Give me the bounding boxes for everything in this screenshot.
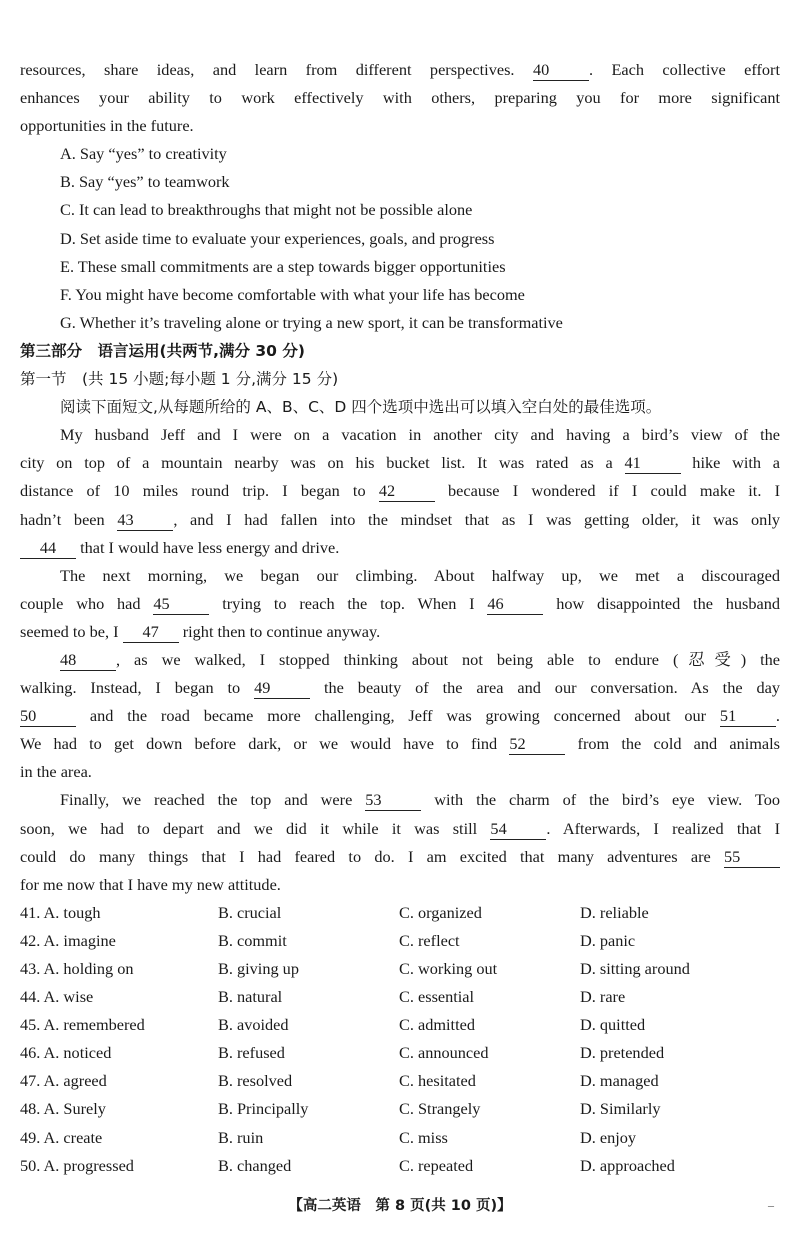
cloze-line (20, 562, 780, 590)
text: distance of 10 miles round trip. I began to (20, 481, 366, 501)
instruction: 阅读下面短文,从每题所给的 A、B、C、D 四个选项中选出可以填入空白处的最佳选项。 (60, 398, 662, 417)
option: D. panic (580, 930, 636, 950)
cloze-line (20, 702, 780, 730)
option: C. hesitated (399, 1071, 476, 1091)
option: D. approached (580, 1155, 675, 1175)
text: right then to continue anyway. (182, 621, 381, 641)
text: because I wondered if I could make it. I (448, 481, 781, 501)
option: 47. A. agreed (20, 1071, 107, 1091)
text: . (775, 706, 780, 726)
option: 44. A. wise (20, 987, 94, 1007)
option: D. enjoy (580, 1127, 637, 1147)
option: C. working out (399, 959, 498, 978)
blank-53: 53 (365, 790, 421, 811)
option: B. Principally (218, 1099, 309, 1119)
text: for me now that I have my new attitude. (20, 874, 281, 894)
cloze-line (20, 843, 780, 871)
cloze-line (20, 815, 780, 843)
passage-line (20, 56, 780, 84)
text: trying to reach the top. When I (222, 593, 475, 613)
text: from the cold and animals (577, 734, 780, 754)
option: C. reflect (399, 930, 460, 950)
cloze-line (20, 590, 780, 618)
text: could do many things that I had feared to do. I am excited that many adventures are (20, 846, 711, 866)
option: D. pretended (580, 1043, 665, 1063)
option: 43. A. holding on (20, 959, 134, 978)
blank-49: 49 (254, 678, 310, 699)
option: C. repeated (399, 1155, 474, 1175)
text: walking. Instead, I began to (20, 678, 241, 698)
option: B. changed (218, 1155, 292, 1175)
option: D. sitting around (580, 959, 690, 978)
text: Finally, we reached the top and were (60, 790, 353, 810)
text: how disappointed the husband (556, 593, 781, 613)
passage-line (20, 84, 780, 112)
options-table (20, 899, 780, 1180)
passage-line (20, 112, 780, 140)
blank-42: 42 (379, 481, 435, 502)
option: B. natural (218, 987, 283, 1007)
passage-continuation (20, 56, 780, 140)
cloze-line (20, 646, 780, 674)
text: , as we walked, I stopped thinking about not being able to endure (忍受) the (116, 649, 780, 669)
cloze-line (20, 534, 780, 562)
choice-item: G. Whether it’s traveling alone or trying a new sport, it can be transformative (60, 312, 563, 332)
blank-40: 40 (533, 60, 589, 81)
blank-54: 54 (490, 819, 546, 840)
option: B. refused (218, 1043, 285, 1063)
text: enhances your ability to work effectively with others, preparing you for more significant (20, 88, 780, 108)
cloze-line (20, 421, 780, 449)
option: B. commit (218, 930, 287, 950)
cloze-line (20, 871, 780, 899)
option: B. avoided (218, 1015, 289, 1035)
blank-52: 52 (509, 734, 565, 755)
text: hike with a (692, 453, 781, 473)
text: We had to get down before dark, or we would have to find (20, 734, 498, 754)
option: B. crucial (218, 902, 282, 922)
text: the beauty of the area and our conversation. As the day (324, 678, 780, 698)
text: soon, we had to depart and we did it while it was still (20, 818, 478, 838)
option: D. reliable (580, 902, 649, 922)
choice-item: B. Say “yes” to teamwork (60, 172, 230, 192)
cloze-passage (20, 421, 780, 899)
option: C. miss (399, 1127, 448, 1147)
cloze-line (20, 758, 780, 786)
blank-45: 45 (153, 594, 209, 615)
text: . Afterwards, I realized that I (546, 818, 780, 838)
option: 45. A. remembered (20, 1015, 145, 1035)
cloze-line (20, 449, 780, 477)
text: in the area. (20, 762, 92, 782)
option: C. organized (399, 902, 482, 922)
text: opportunities in the future. (20, 116, 194, 136)
blank-48: 48 (60, 650, 116, 671)
text: city on top of a mountain nearby was on his bucket list. It was rated as a (20, 453, 613, 473)
choice-item: E. These small commitments are a step towards bigger opportunities (60, 256, 506, 276)
choice-item: F. You might have become comfortable with what your life has become (60, 284, 525, 304)
blank-43: 43 (117, 510, 173, 531)
cloze-line (20, 674, 780, 702)
text: The next morning, we began our climbing. About halfway up, we met a discouraged (60, 565, 780, 585)
option: D. Similarly (580, 1099, 661, 1119)
option: B. giving up (218, 959, 299, 978)
cloze-line (20, 786, 780, 814)
part-title: 第三部分 语言运用(共两节,满分 30 分) (20, 341, 305, 360)
text: with the charm of the bird’s eye view. Too (434, 790, 781, 810)
text: that I would have less energy and drive. (80, 537, 340, 557)
option: 49. A. create (20, 1127, 103, 1147)
option: C. announced (399, 1043, 489, 1063)
option: D. quitted (580, 1015, 646, 1035)
blank-51: 51 (720, 706, 776, 727)
corner-mark: – (768, 1198, 774, 1212)
option: D. managed (580, 1071, 659, 1091)
text: My husband Jeff and I were on a vacation in another city and having a bird’s view of the (60, 425, 780, 445)
blank-55: 55 (724, 847, 780, 868)
choice-item: D. Set aside time to evaluate your experiences, goals, and progress (60, 228, 495, 248)
blank-50: 50 (20, 706, 76, 727)
option: 42. A. imagine (20, 930, 116, 950)
blank-47: 47 (123, 622, 179, 643)
page-footer: 【高二英语 第 8 页(共 10 页)】 (288, 1198, 512, 1214)
blank-41: 41 (625, 453, 681, 474)
text: and the road became more challenging, Jeff was growing concerned about our (89, 706, 707, 726)
option: C. admitted (399, 1015, 475, 1035)
choice-list (20, 140, 780, 337)
option: D. rare (580, 987, 626, 1007)
option: C. Strangely (399, 1099, 481, 1119)
text: hadn’t been (20, 509, 105, 529)
page-content (20, 56, 780, 1180)
cloze-line (20, 477, 780, 505)
option: 46. A. noticed (20, 1043, 112, 1063)
option: B. ruin (218, 1127, 264, 1147)
text: couple who had (20, 593, 141, 613)
text: seemed to be, I (20, 621, 119, 641)
option: B. resolved (218, 1071, 293, 1091)
text: , and I had fallen into the mindset that as I was getting older, it was only (173, 509, 780, 529)
cloze-line (20, 506, 780, 534)
option: 48. A. Surely (20, 1099, 106, 1119)
option: 50. A. progressed (20, 1155, 134, 1175)
cloze-line (20, 618, 780, 646)
choice-item: A. Say “yes” to creativity (60, 144, 227, 164)
sub-title: 第一节 (共 15 小题;每小题 1 分,满分 15 分) (20, 370, 339, 389)
option: C. essential (399, 987, 475, 1007)
text: . Each collective effort (588, 60, 781, 79)
cloze-line (20, 730, 780, 758)
choice-item: C. It can lead to breakthroughs that might not be possible alone (60, 200, 473, 220)
blank-46: 46 (487, 594, 543, 615)
blank-44: 44 (20, 538, 76, 559)
option: 41. A. tough (20, 902, 101, 922)
text: resources, share ideas, and learn from different perspectives. (20, 60, 515, 79)
